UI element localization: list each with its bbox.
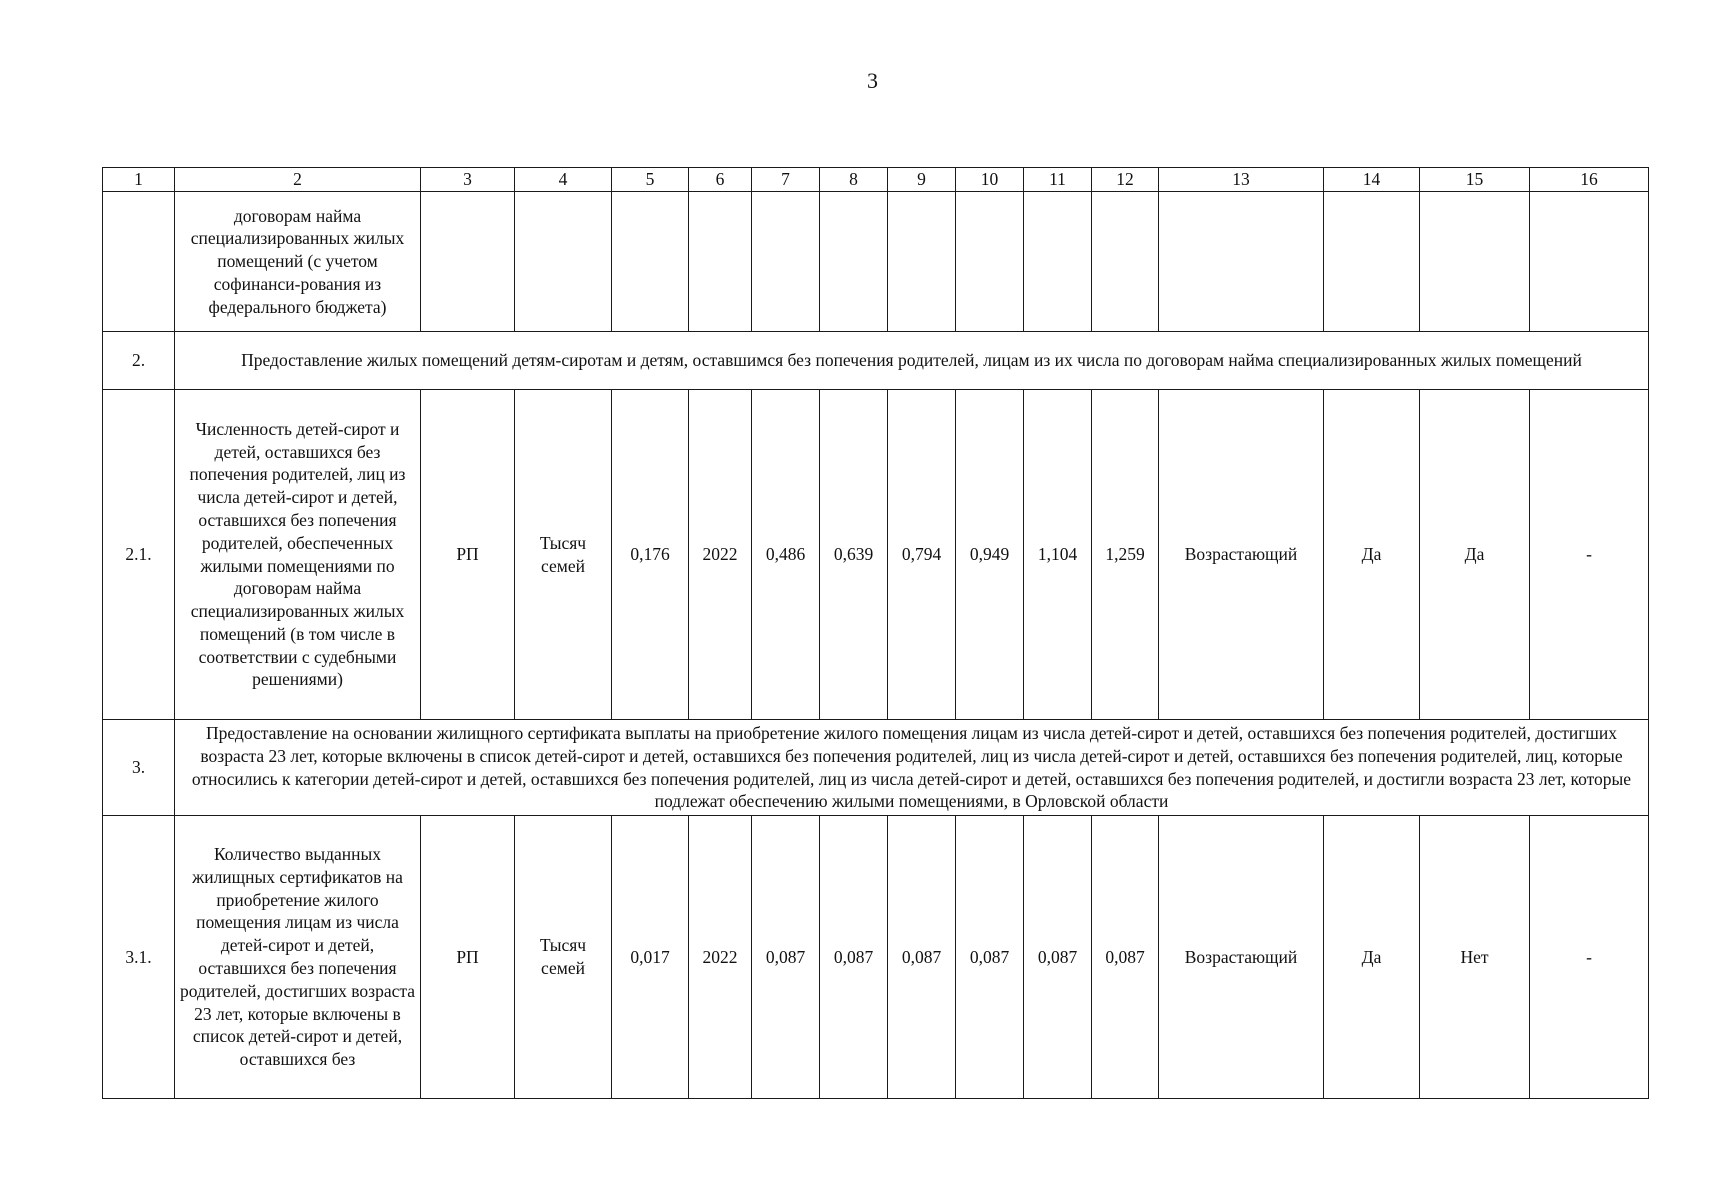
indicator-name: Численность детей-сирот и детей, оставшихся без попечения родителей, лиц из числа детей-сирот и детей, оставшихся без попечения родителей, обеспеченных жилыми помещениями по договорам найма специализированных жилых помещений (в том числе в соответствии с судебными решениями) — [175, 390, 421, 720]
col-15-cell: Да — [1420, 390, 1530, 720]
value-col-9: 0,087 — [888, 816, 956, 1099]
indicators-table — [102, 167, 1649, 1099]
base-year: 2022 — [689, 390, 752, 720]
section-number: 3. — [103, 720, 175, 816]
value-col-12: 0,087 — [1092, 816, 1159, 1099]
column-number: 9 — [888, 168, 956, 192]
column-number: 11 — [1024, 168, 1092, 192]
value-col-10: 0,949 — [956, 390, 1024, 720]
table-row-continuation — [103, 192, 1649, 332]
col-15-cell: Нет — [1420, 816, 1530, 1099]
column-number: 15 — [1420, 168, 1530, 192]
column-number: 2 — [175, 168, 421, 192]
col-16-cell: - — [1530, 816, 1649, 1099]
page-number: 3 — [867, 68, 878, 93]
indicator-level: РП — [421, 390, 515, 720]
base-value: 0,176 — [612, 390, 689, 720]
table-row-3-1 — [103, 816, 1649, 1099]
col-14-cell: Да — [1324, 816, 1420, 1099]
unit-line: семей — [541, 958, 585, 978]
column-number: 16 — [1530, 168, 1649, 192]
unit-of-measure — [515, 390, 612, 720]
base-year: 2022 — [689, 816, 752, 1099]
base-value: 0,017 — [612, 816, 689, 1099]
section-title: Предоставление жилых помещений детям-сиротам и детям, оставшимся без попечения родителей, лицам из их числа по договорам найма специализированных жилых помещений — [175, 332, 1649, 390]
column-number-row — [103, 168, 1649, 192]
value-col-11: 1,104 — [1024, 390, 1092, 720]
indicator-name: Количество выданных жилищных сертификатов на приобретение жилого помещения лицам из числа детей-сирот и детей, оставшихся без попечения родителей, достигших возраста 23 лет, которые включены в список детей-сирот и детей, оставшихся без — [175, 816, 421, 1099]
value-col-12: 1,259 — [1092, 390, 1159, 720]
indicator-name: договорам найма специализированных жилых помещений (с учетом софинанси-рования из федерального бюджета) — [175, 192, 421, 332]
section-number: 2. — [103, 332, 175, 390]
col-16-cell: - — [1530, 390, 1649, 720]
row-number: 3.1. — [103, 816, 175, 1099]
section-title: Предоставление на основании жилищного сертификата выплаты на приобретение жилого помещения лицам из числа детей-сирот и детей, оставшихся без попечения родителей, достигших возраста 23 лет, которые включены в список детей-сирот и детей, оставшихся без попечения родителей, лиц из числа детей-сирот и детей, оставшихся без попечения родителей, лиц, которые относились к категории детей-сирот и детей, оставшихся без попечения родителей, лиц из числа детей-сирот и детей, оставшихся без попечения родителей, и достигли возраста 23 лет, которые подлежат обеспечению жилыми помещениями, в Орловской области — [175, 720, 1649, 816]
column-number: 12 — [1092, 168, 1159, 192]
value-col-7: 0,087 — [752, 816, 820, 1099]
col-14-cell: Да — [1324, 390, 1420, 720]
column-number: 6 — [689, 168, 752, 192]
column-number: 14 — [1324, 168, 1420, 192]
column-number: 4 — [515, 168, 612, 192]
column-number: 10 — [956, 168, 1024, 192]
section-row-3 — [103, 720, 1649, 816]
unit-line: Тысяч — [539, 532, 587, 553]
unit-line: семей — [541, 555, 585, 576]
row-number: 2.1. — [103, 390, 175, 720]
indicator-level: РП — [421, 816, 515, 1099]
trend-cell: Возрастающий — [1159, 390, 1324, 720]
value-col-8: 0,087 — [820, 816, 888, 1099]
column-number: 7 — [752, 168, 820, 192]
column-number: 13 — [1159, 168, 1324, 192]
value-col-11: 0,087 — [1024, 816, 1092, 1099]
column-number: 3 — [421, 168, 515, 192]
column-number: 8 — [820, 168, 888, 192]
value-col-10: 0,087 — [956, 816, 1024, 1099]
unit-line: Тысяч — [539, 935, 587, 956]
section-row-2 — [103, 332, 1649, 390]
value-col-8: 0,639 — [820, 390, 888, 720]
value-col-9: 0,794 — [888, 390, 956, 720]
column-number: 5 — [612, 168, 689, 192]
column-number: 1 — [103, 168, 175, 192]
unit-of-measure — [515, 816, 612, 1099]
trend-cell: Возрастающий — [1159, 816, 1324, 1099]
table-row-2-1 — [103, 390, 1649, 720]
value-col-7: 0,486 — [752, 390, 820, 720]
